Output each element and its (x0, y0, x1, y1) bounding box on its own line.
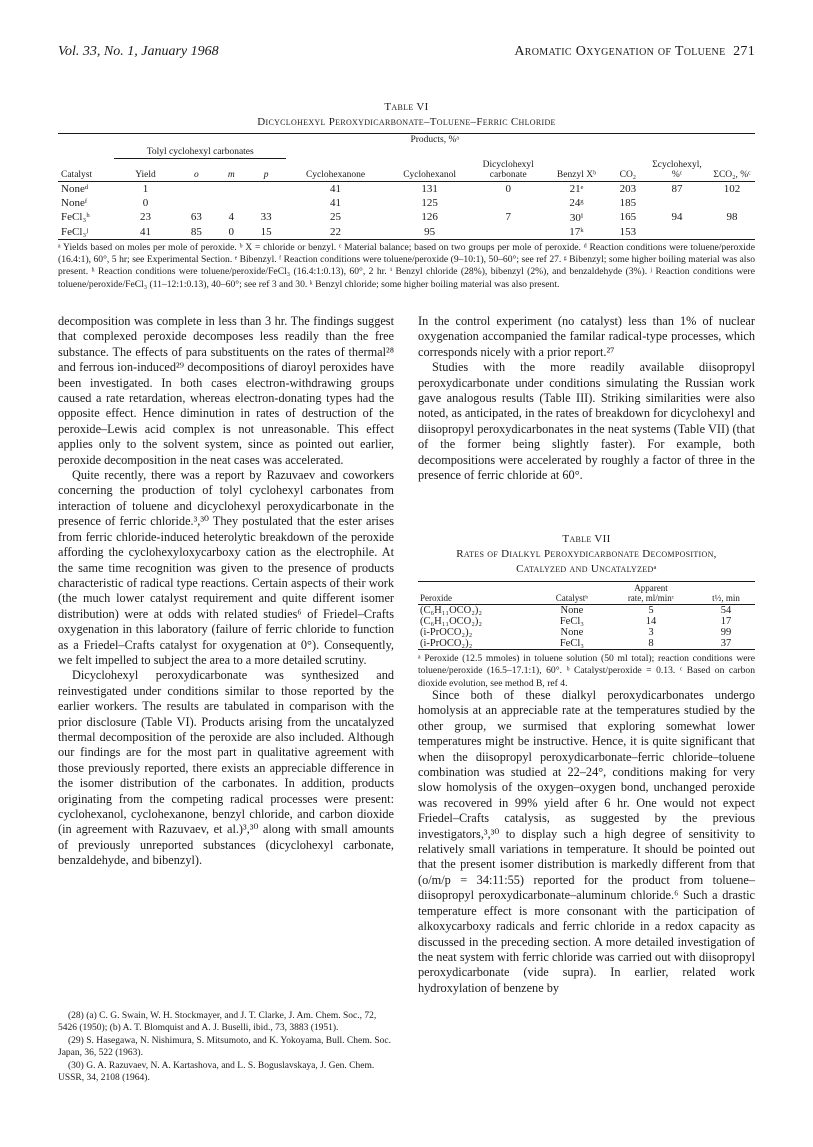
references (58, 1010, 394, 1085)
table-cell: Noneᵈ (58, 181, 114, 196)
table-cell: 98 (726, 211, 738, 223)
paragraph: In the control experiment (no catalyst) less than 1% of nuclear oxygenation accompanied the familar radical-type processes, which corresponds nicely with a prior report.²⁷ (418, 314, 755, 359)
table-cell: 33 (260, 211, 272, 223)
table-cell: 41 (114, 225, 176, 240)
table-cell: 5 (605, 605, 697, 617)
table-cell (709, 196, 755, 210)
reference-30: (30) G. A. Razuvaev, N. A. Kartashova, and L. S. Boguslavskaya, J. Gen. Chem. USSR, 34, 2108 (1964). (58, 1061, 375, 1083)
table-cell: 0 (216, 225, 246, 240)
table-cell: 185 (619, 196, 637, 209)
table-cell: Noneᶠ (61, 196, 88, 209)
table-cell: 22 (286, 225, 385, 240)
table-vii-label: Table VII (562, 533, 611, 545)
table-cell (645, 196, 709, 210)
table-cell: 8 (605, 638, 697, 650)
col-sum-co2: ΣCO₂, %ᶜ (713, 169, 751, 180)
table-cell: (C₆H₁₁OCO₂)₂ (420, 616, 483, 627)
table-cell: 3 (648, 627, 654, 638)
table-vii (418, 532, 755, 690)
volume-issue: Vol. 33, No. 1, January 1968 (58, 44, 219, 59)
table-cell: FeCl₃ʲ (58, 225, 114, 240)
table-row (58, 181, 755, 196)
table-cell: None (539, 605, 605, 617)
table-vii-grid (418, 581, 755, 650)
paragraph: Dicyclohexyl peroxydicarbonate was synthesized and reinvestigated under conditions similar to those reported by the earlier workers. The results are tabulated in comparison with the prior disclosure (Table VI). Products arising from the uncatalyzed thermal decomposition of the peroxide are also included. Although our findings are for the most part in qualitative agreement with those previously reported, there exists an appreciable difference in the isomer distribution of the carbonates. In addition, products originating from the competing radical processes were present: cyclohexanol, cyclohexanone, benzyl chloride, and carbon dioxide (in agreement with Razuvaev, et al.)³,³⁰ along with small amounts of previously unreported substances (dicyclohexyl carbonate, benzaldehyde, and bibenzyl). (58, 668, 394, 868)
col-meta: m (227, 169, 235, 180)
table-cell: 14 (645, 616, 657, 627)
paragraph: decomposition was complete in less than 3 hr. The findings suggest that complexed peroxide decomposes less readily than the free substance. The effects of para substituents on the rates of thermal²⁸ and ferrous ion-induced²⁹ decompositions of diaroyl peroxides have been investigated. In both cases electron-withdrawing groups caused a rate retardation, whereas electron-donating types had the opposite effect. Hence diminution in rates of destruction of the peroxide–Lewis acid complex is not unreasonable. This effect applies only to the solvent system, since as pointed out earlier, peroxide decomposition in the neat cases was accelerated. (58, 314, 394, 467)
running-title-text: Aromatic Oxygenation of Toluene (514, 44, 726, 59)
table-cell: (C₆H₁₁OCO₂)₂ (418, 605, 539, 617)
col-rate-line1: Apparent (634, 583, 668, 593)
col-catalyst: Catalystᵇ (539, 582, 605, 605)
left-column (58, 314, 394, 869)
table-vi-grid (58, 133, 755, 240)
table-cell (216, 196, 246, 210)
table-cell: 54 (697, 605, 755, 617)
table-row (418, 627, 755, 638)
table-cell: 30ⁱ (569, 211, 584, 224)
col-dicyclohexyl-carbonate: Dicyclohexyl carbonate (482, 159, 534, 180)
table-cell: 25 (329, 211, 341, 223)
table-cell: 41 (286, 181, 385, 196)
reference-28: (28) (a) C. G. Swain, W. H. Stockmayer, and J. T. Clarke, J. Am. Chem. Soc., 72, 5426 (1950); (b) A. T. Blomquist and A. J. Buselli, ibid., 73, 3883 (1951). (58, 1011, 377, 1033)
table-cell: 203 (611, 181, 645, 196)
table-cell: 126 (421, 211, 438, 223)
table-cell: 153 (611, 225, 645, 240)
table-cell (216, 181, 246, 196)
table-vii-title-1: Rates of Dialkyl Peroxydicarbonate Decomposition, (456, 548, 717, 560)
table-cell: 131 (385, 181, 474, 196)
table-cell (645, 225, 709, 240)
col-rate-line2: rate, ml/minᶜ (627, 593, 675, 603)
table-cell: 24ᵍ (569, 196, 584, 209)
products-header: Products, %ᵃ (114, 134, 755, 147)
table-cell: FeCl₃ (559, 616, 584, 627)
col-rate (605, 582, 697, 605)
table-cell (474, 196, 542, 210)
col-peroxide: Peroxide (418, 582, 539, 605)
table-cell: 94 (671, 211, 683, 223)
table-cell: 17ᵏ (542, 225, 611, 240)
table-cell (177, 196, 217, 210)
table-cell (177, 181, 217, 196)
running-head (58, 44, 755, 62)
table-vi-title: Dicyclohexyl Peroxydicarbonate–Toluene–Ferric Chloride (257, 116, 556, 128)
table-cell: 17 (720, 616, 732, 627)
table-row (418, 638, 755, 650)
table-cell: 63 (190, 211, 202, 223)
table-cell (709, 225, 755, 240)
table-cell: 7 (505, 211, 511, 223)
table-cell (246, 196, 286, 210)
table-cell: 41 (329, 196, 341, 209)
right-column-bottom (418, 688, 755, 996)
table-cell: 0 (474, 181, 542, 196)
table-cell: FeCl₃ (539, 638, 605, 650)
table-row (58, 196, 755, 210)
right-column-top (418, 314, 755, 483)
table-cell: 0 (142, 196, 149, 209)
table-cell: (i-PrOCO₂)₂ (420, 627, 473, 638)
table-cell: 125 (421, 196, 438, 209)
table-cell: 21ᵉ (542, 181, 611, 196)
table-cell: 87 (645, 181, 709, 196)
table-vii-title-2: Catalyzed and Uncatalyzedᵃ (516, 563, 657, 575)
col-para: p (263, 169, 269, 180)
table-cell: (i-PrOCO₂)₂ (418, 638, 539, 650)
table-cell: 37 (697, 638, 755, 650)
col-sum-cyclohexyl: Σcyclohexyl, %ᶜ (652, 159, 702, 180)
col-half-life: t½, min (697, 582, 755, 605)
table-vi-footnotes: ᵃ Yields based on moles per mole of peroxide. ᵇ X = chloride or benzyl. ᶜ Material balance; based on two groups per mole of peroxide. ᵈ Reaction conditions were toluene/peroxide (16.4:1), 60°, 5 hr; see Experimental Section. ᵉ Bibenzyl. ᶠ Reaction conditions were toluene/peroxide (9–10:1), 50–60°; see ref 27. ᵍ Bibenzyl; some higher boiling material was also present. ʰ Reaction conditions were toluene/peroxide/FeCl₃ (16.4:1:0.13), 60°, 2 hr. ⁱ Benzyl chloride (28%), bibenzyl (2%), and benzaldehyde (3%). ʲ Reaction conditions were toluene/peroxide/FeCl₃ (11–12:1:0.13), 40–60°; see ref 3 and 30. ᵏ Benzyl chloride; some higher boiling material was also present. (58, 241, 755, 290)
col-catalyst: Catalyst (61, 169, 93, 180)
table-cell: 99 (720, 627, 732, 638)
table-cell: 15 (246, 225, 286, 240)
table-cell: 85 (177, 225, 217, 240)
table-vi-label: Table VI (384, 101, 429, 113)
table-cell: 1 (114, 181, 176, 196)
table-row (418, 605, 755, 617)
table-cell: 102 (709, 181, 755, 196)
col-ortho: o (194, 169, 199, 180)
table-cell: 165 (619, 211, 637, 223)
paragraph: Since both of these dialkyl peroxydicarbonates undergo homolysis at an appreciable rate at the temperatures studied by the other group, we surmised that exploring somewhat lower temperatures might be instructive. Hence, it is quite significant that when the diisopropyl peroxydicarbonate–ferric chloride–toluene combination was studied at 22–24°, conditions making for very slow homolysis of the oxygen–oxygen bond, unchanged peroxide was recovered in 99% yield after 6 hr. One would not expect Friedel–Crafts catalysis, as suggested by the previous investigators,³,³⁰ to display such a high degree of sensitivity to relatively small variations in temperature. It should be pointed out that the present isomer distribution is markedly different from that (o/m/p = 34:11:55) reported for the product from toluene–diisopropyl peroxydicarbonate–aluminum chloride.⁶ Such a drastic temperature effect is more consonant with the participation of alkoxycarboxy radicals and ferric chloride in a redox capacity as discussed in the preceding section. A more detailed investigation of the neat system with ferric chloride was carried out with diisopropyl peroxydicarbonate (vide supra). In earlier, related work hydroxylation of benzene by (418, 688, 755, 995)
col-co2: CO₂ (619, 169, 637, 180)
table-cell: None (560, 627, 584, 638)
table-cell: 95 (385, 225, 474, 240)
table-cell: 23 (139, 211, 151, 223)
table-row (418, 616, 755, 627)
reference-29: (29) S. Hasegawa, N. Nishimura, S. Mitsumoto, and K. Yokoyama, Bull. Chem. Soc. Japan, 36, 522 (1963). (58, 1036, 391, 1058)
table-row (58, 210, 755, 225)
table-cell: FeCl₃ʰ (61, 211, 90, 223)
paragraph: Quite recently, there was a report by Razuvaev and coworkers concerning the production of tolyl cyclohexyl carbonates from interaction of toluene and dicyclohexyl peroxydicarbonate in the presence of ferric chloride.³,³⁰ They postulated that the ester arises from ferric chloride-induced heterolytic breakdown of the peroxide affording the cyclohexyloxycarboxy cation as the electrophile. At the same time recognition was given to the presence of products characteristic of radical type reactions. Certain aspects of their work (the much lower catalyst requirement and quite different isomer distribution) were at odds with related studies⁶ of Friedel–Crafts oxygenation in this laboratory (failure of ferric chloride to function as a Friedel–Crafts catalyst for oxygenation at 0°). Consequently, we felt impelled to subject the area to a more detailed scrutiny. (58, 468, 394, 667)
col-yield: Yield (135, 169, 156, 180)
table-cell (474, 225, 542, 240)
paragraph: Studies with the more readily available diisopropyl peroxydicarbonate under conditions simulating the Russian work gave analogous results (Table III). Striking similarities were also noted, as anticipated, in the rates of breakdown for dicyclohexyl and diisopropyl peroxydicarbonates in the neat systems (Table VII) (that of the former being slightly faster). For example, both decompositions were accelerated by roughly a factor of three in the presence of ferric chloride at 60°. (418, 360, 755, 483)
table-vi (58, 100, 755, 291)
running-title (514, 44, 755, 60)
table-row (58, 225, 755, 240)
table-cell (246, 181, 286, 196)
table-cell: 4 (228, 211, 235, 223)
col-cyclohexanone: Cyclohexanone (305, 169, 366, 180)
page-number: 271 (733, 44, 755, 59)
col-benzyl-x: Benzyl Xᵇ (556, 169, 597, 180)
tolyl-header: Tolyl cyclohexyl carbonates (114, 146, 286, 159)
table-vii-footnotes: ᵃ Peroxide (12.5 mmoles) in toluene solution (50 ml total); reaction conditions were toluene/peroxide (16.5–17.1:1), 60°. ᵇ Catalyst/peroxide = 0.13. ᶜ Based on carbon dioxide evolution, see method B, ref 4. (418, 653, 755, 689)
col-cyclohexanol: Cyclohexanol (403, 169, 456, 180)
